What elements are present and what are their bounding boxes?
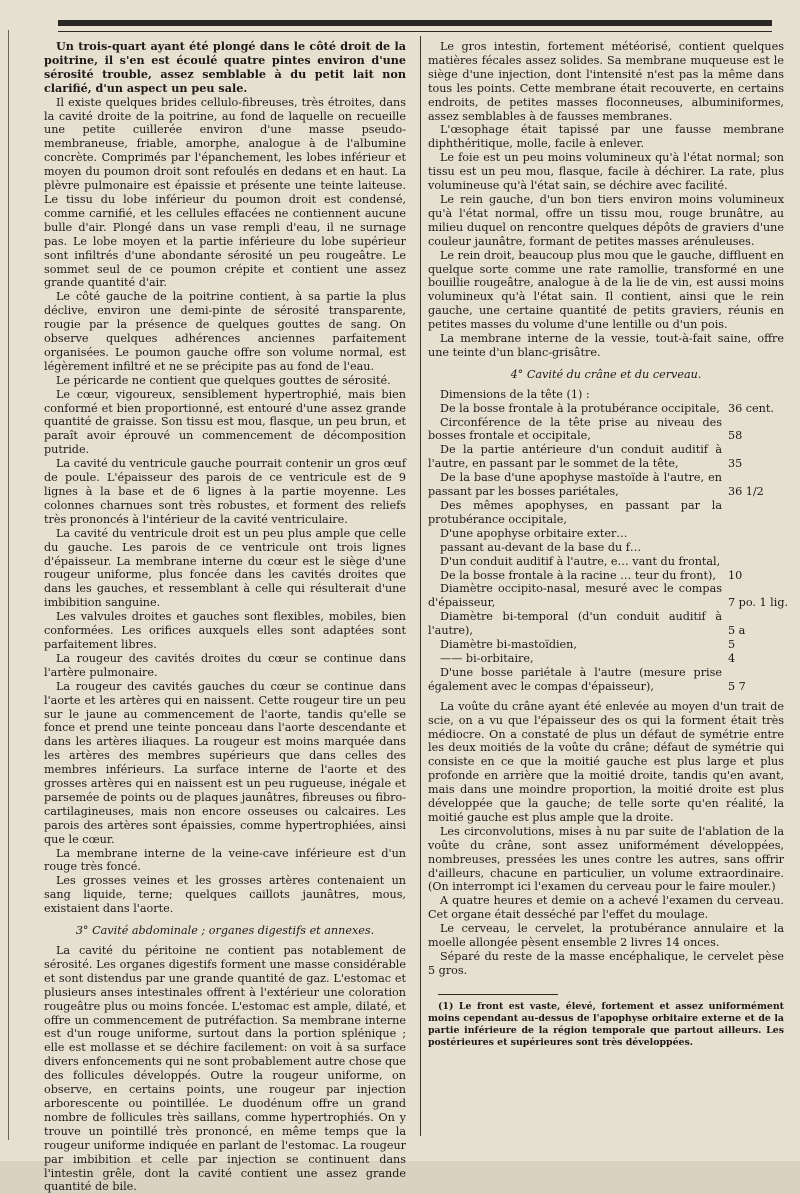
dimension-row — [428, 416, 784, 444]
page-edge-line — [8, 30, 9, 1140]
dimension-label: Des mêmes apophyses, en passant par la protubérance occipitale, — [428, 499, 722, 526]
paragraph: La voûte du crâne ayant été enlevée au moyen d'un trait de scie, on a vu que l'épaisseur des os qui la forment était très médiocre. On a constaté de plus un défaut de symétrie entre les deux moitiés de la voûte du crâne; défaut de symétrie qui consiste en ce que la moitié gauche est plus large et plus profonde en arrière que la moitié droite, tandis qu'en avant, mais dans une moindre proportion, la moitié droite est plus développée que la gauche; de telle sorte qu'en réalité, la moitié gauche est plus ample que la droite. — [428, 699, 784, 824]
dimension-row — [428, 638, 784, 652]
paragraph: La membrane interne de la vessie, tout-à-fait saine, offre une teinte d'un blanc-grisâtre. — [428, 332, 784, 359]
header-rule-thick — [58, 20, 772, 26]
dimension-label: passant au-devant de la base du f… — [440, 540, 642, 554]
dimension-label: D'une bosse pariétale à l'autre (mesure prise également avec le compas d'épaisseur), — [428, 665, 722, 693]
section-heading: 3° Cavité abdominale ; organes digestifs et annexes. — [75, 924, 375, 938]
paragraph: Il existe quelques brides cellulo-fibreuses, très étroites, dans la cavité droite de la poitrine, au fond de laquelle on recueille une petite cuillerée environ d'une masse pseudo-membraneuse, friable, amorphe, analogue à de l'albumine concrète. Comprimés par l'épanchement, les lobes inférieur et moyen du poumon droit sont refoulés en dedans et en haut. La plèvre pulmonaire est épaissie et présente une teinte laiteuse. Le tissu du lobe inférieur du poumon droit est condensé, comme carnifié, et les cellules effacées ne contiennent aucune bulle d'air. Plongé dans un vase rempli d'eau, il ne surnage pas. Le lobe moyen et la partie inférieure du lobe supérieur sont infiltrés d'une abondante sérosité un peu rougeâtre. Le sommet seul de ce poumon crépite et contient une assez grande quantité d'air. — [44, 95, 406, 290]
head-dimensions-table — [428, 387, 789, 694]
paragraph: Le rein droit, beaucoup plus mou que le gauche, diffluent en quelque sorte comme une rate ramollie, transformé en une bouillie rougeâtre, analogue à de la lie de vin, est aussi moins volumineux qu'à l'état sain. Il contient, ainsi que le rein gauche, une certaine quantité de petits graviers, réunis en petites masses du volume d'une lentille ou d'un pois. — [428, 248, 784, 332]
paragraph: Les grosses veines et les grosses artères contenaient un sang liquide, terne; quelques caillots jaunâtres, mous, existaient dans l'aorte. — [44, 874, 406, 916]
dimension-row — [428, 569, 784, 583]
paragraph: Les circonvolutions, mises à nu par suite de l'ablation de la voûte du crâne, sont assez uniformément développées, nombreuses, pressées les unes contre les autres, sans offrir d'ailleurs, chacune en particulier, un volume extraordinaire. (On interrompt ici l'examen du cerveau pour le faire mouler.) — [428, 824, 784, 894]
dimension-value: 58 — [728, 429, 743, 443]
footnote: (1) Le front est vaste, élevé, fortement et assez uniformément moins cependant au-dessus de l'apophyse orbitaire externe et de la partie inférieure de la région temporale que partout ailleurs. Les postérieures et supérieures sont très développées. — [428, 1000, 784, 1048]
paragraph: L'œsophage était tapissé par une fausse membrane diphthéritique, molle, facile à enlever. — [428, 123, 784, 151]
paragraph: Le foie est un peu moins volumineux qu'à l'état normal; son tissu est un peu mou, flasque, facile à déchirer. La rate, plus volumineuse qu'à l'état sain, se déchire avec facilité. — [428, 151, 784, 193]
dimension-row — [428, 471, 784, 499]
dimension-row — [428, 443, 784, 471]
dimension-label: Diamètre bi-mastoïdien, — [440, 638, 577, 652]
dimension-row — [428, 527, 784, 541]
dimension-value: 36 cent. — [728, 401, 774, 415]
paragraph: A quatre heures et demie on a achevé l'examen du cerveau. Cet organe était desséché par l'effet du moulage. — [428, 894, 784, 922]
left-column — [44, 40, 406, 1194]
paragraph: Le cœur, vigoureux, sensiblement hypertrophié, mais bien conformé et bien proportionné, est entouré d'une assez grande quantité de graisse. Son tissu est mou, flasque, un peu brun, et paraît avoir éprouvé un commencement de décomposition putride. — [44, 387, 406, 457]
dimension-label: D'une apophyse orbitaire exter… — [440, 526, 628, 540]
dimension-value: 5 a — [728, 624, 746, 638]
paragraph: Le rein gauche, d'un bon tiers environ moins volumineux qu'à l'état normal, offre un tissu mou, rouge brunâtre, au milieu duquel on rencontre quelques dépôts de graviers d'une couleur jaunâtre, formant de petites masses arénuleuses. — [428, 192, 784, 248]
dimension-label: Circonférence de la tête prise au niveau des bosses frontale et occipitale, — [428, 415, 722, 443]
right-column — [428, 40, 789, 1049]
dimension-value: 7 po. 1 lig. — [728, 596, 789, 610]
paragraph: Un trois-quart ayant été plongé dans le côté droit de la poitrine, il s'en est écoulé quatre pintes environ d'une sérosité trouble, assez semblable à du petit lait non clarifié, d'un aspect un peu sale. — [44, 39, 406, 95]
paragraph: La cavité du ventricule droit est un peu plus ample que celle du gauche. Les parois de ce ventricule ont trois lignes d'épaisseur. La membrane interne du cœur est le siège d'une rougeur uniforme, plus foncée dans les cavités droites que dans les gauches, et ressemblant à celle qui résulterait d'une imbibition sanguine. — [44, 526, 406, 610]
paragraph: Séparé du reste de la masse encéphalique, le cervelet pèse 5 gros. — [428, 950, 784, 977]
dimension-row — [428, 499, 784, 527]
dimension-row — [428, 582, 789, 610]
dimension-label: —— bi-orbitaire, — [440, 651, 534, 665]
dimension-label: Diamètre occipito-nasal, mesuré avec le compas d'épaisseur, — [428, 582, 722, 610]
dimension-label: D'un conduit auditif à l'autre, e… vant du frontal, — [440, 554, 721, 568]
paragraph: Le cerveau, le cervelet, la protubérance annulaire et la moelle allongée pèsent ensemble 2 livres 14 onces. — [428, 922, 784, 950]
dimension-value: 4 — [728, 651, 736, 665]
header-rule-thin — [58, 31, 772, 32]
dimension-label: De la bosse frontale à la racine … teur du front), — [440, 568, 716, 582]
dimension-row — [428, 402, 784, 416]
dimension-value: 5 — [728, 638, 736, 652]
paragraph: Le péricarde ne contient que quelques gouttes de sérosité. — [56, 373, 391, 387]
dimension-label: De la partie antérieure d'un conduit auditif à l'autre, en passant par le sommet de la tête, — [428, 443, 722, 471]
dimension-value: 36 1/2 — [728, 485, 764, 499]
dimension-row — [428, 610, 784, 638]
paragraph: Le gros intestin, fortement météorisé, contient quelques matières fécales assez solides. Sa membrane muqueuse est le siège d'une injection, dont l'intensité n'est pas la même dans tous les points. Cette membrane était recouverte, en certains endroits, de petites masses floconneuses, albuminiformes, assez semblables à de fausses membranes. — [428, 40, 784, 123]
column-divider — [420, 36, 421, 1136]
dimension-row — [428, 652, 784, 666]
paragraph: Les valvules droites et gauches sont flexibles, mobiles, bien conformées. Les orifices auxquels elles sont adaptées sont parfaitement libres. — [44, 610, 406, 651]
dimension-row — [428, 555, 784, 569]
dimension-row — [428, 541, 784, 555]
dimension-value: 10 — [728, 568, 743, 582]
paragraph: La rougeur des cavités gauches du cœur se continue dans l'aorte et les artères qui en naissent. Cette rougeur tire un peu sur le jaune au commencement de l'aorte, tandis qu'elle se fonce et prend une teinte ponceau dans l'aorte descendante et dans les artères iliaques. La rougeur est moins marquée dans les artères des membres supérieurs que dans celles des membres inférieurs. La surface interne de l'aorte et des grosses artères qui en naissent est un peu rugueuse, inégale et parsemée de points ou de plaques jaunâtres, fibreuses ou fibro-cartilagineuses, mais non encore osseuses ou calcaires. Les parois des artères sont épaissies, comme hypertrophiées, ainsi que le cœur. — [44, 679, 406, 846]
dimensions-title: Dimensions de la tête (1) : — [440, 387, 590, 401]
paragraph: La rougeur des cavités droites du cœur se continue dans l'artère pulmonaire. — [44, 651, 406, 679]
dimension-label: De la bosse frontale à la protubérance occipitale, — [440, 401, 720, 415]
section-heading: 4° Cavité du crâne et du cerveau. — [510, 367, 702, 381]
dimension-label: De la base d'une apophyse mastoïde à l'autre, en passant par les bosses pariétales, — [428, 471, 722, 499]
dimension-label: Diamètre bi-temporal (d'un conduit auditif à l'autre), — [428, 610, 722, 638]
paragraph: La cavité du péritoine ne contient pas notablement de sérosité. Les organes digestifs forment une masse considérable et sont distendus par une grande quantité de gaz. L'estomac et plusieurs anses intestinales offrent à l'extérieur une coloration rougeâtre plus ou moins foncée. L'estomac est ample, dilaté, et offre un commencement de putréfaction. Sa membrane interne est d'un rouge uniforme, surtout dans la portion splénique ; elle est mollasse et se déchire facilement: on voit à sa surface divers enfoncements qui ne sont probablement autre chose que des follicules développés. Outre la rougeur uniforme, on observe, en certains points, une rougeur par injection arborescente ou pointillée. Le duodénum offre un grand nombre de follicules très saillans, comme hypertrophiés. On y trouve un pointillé très prononcé, en même temps que la rougeur uniforme indiquée en parlant de l'estomac. La rougeur par imbibition et celle par injection se continuent dans l'intestin grêle, dont la cavité contient une assez grande quantité de bile. — [44, 944, 406, 1194]
paragraph: La membrane interne de la veine-cave inférieure est d'un rouge très foncé. — [44, 846, 406, 874]
dimension-value: 5 7 — [728, 679, 746, 693]
paragraph: La cavité du ventricule gauche pourrait contenir un gros œuf de poule. L'épaisseur des parois de ce ventricule est de 9 lignes à la base et de 6 lignes à la partie moyenne. Les colonnes charnues sont très robustes, et forment des reliefs très prononcés à l'intérieur de la cavité ventriculaire. — [44, 457, 406, 526]
footnote-rule — [438, 994, 558, 995]
dimension-row — [428, 666, 784, 694]
dimension-value: 35 — [728, 457, 743, 471]
paragraph: Le côté gauche de la poitrine contient, à sa partie la plus déclive, environ une demi-pinte de sérosité transparente, rougie par la présence de quelques gouttes de sang. On observe quelques adhérences anciennes parfaitement organisées. Le poumon gauche offre son volume normal, est légèrement infiltré et ne se précipite pas au fond de l'eau. — [44, 290, 406, 373]
